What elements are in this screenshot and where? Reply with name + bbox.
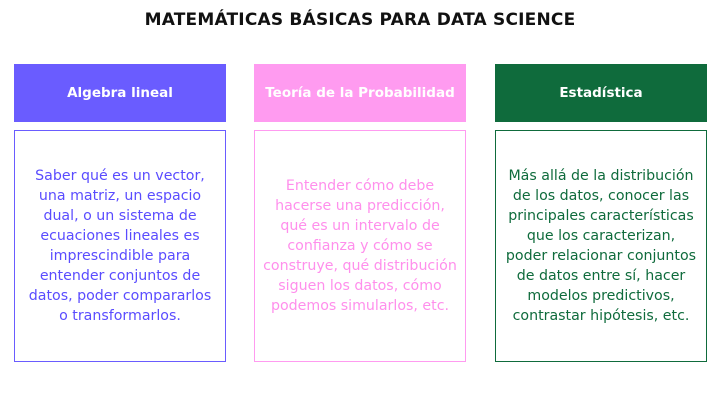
- column-body-text: Entender cómo debe hacerse una predicción, qué es un intervalo de confianza y cómo se construye, qué distribución siguen los datos, cómo podemos simularlos, etc.: [263, 178, 457, 314]
- column-body-text: Saber qué es un vector, una matriz, un espacio dual, o un sistema de ecuaciones lineales es imprescindible para entender conjuntos de datos, poder compararlos o transformarlos.: [28, 168, 212, 324]
- column-body: [14, 130, 226, 362]
- column-header-label: Algebra lineal: [67, 85, 173, 101]
- column-estadistica: [495, 64, 707, 362]
- column-body: [254, 130, 466, 362]
- column-body-text: Más allá de la distribución de los datos, conocer las principales características que los caracterizan, poder relacionar conjuntos de datos entre sí, hacer modelos predictivos, contrastar hipótesis, etc.: [505, 168, 697, 324]
- column-algebra-lineal: [14, 64, 226, 362]
- column-header-label: Teoría de la Probabilidad: [265, 85, 455, 101]
- column-teoria-probabilidad: [254, 64, 466, 362]
- column-header: [495, 64, 707, 122]
- column-header: [254, 64, 466, 122]
- column-body: [495, 130, 707, 362]
- column-header: [14, 64, 226, 122]
- column-header-label: Estadística: [559, 85, 643, 101]
- slide-title: MATEMÁTICAS BÁSICAS PARA DATA SCIENCE: [144, 10, 576, 30]
